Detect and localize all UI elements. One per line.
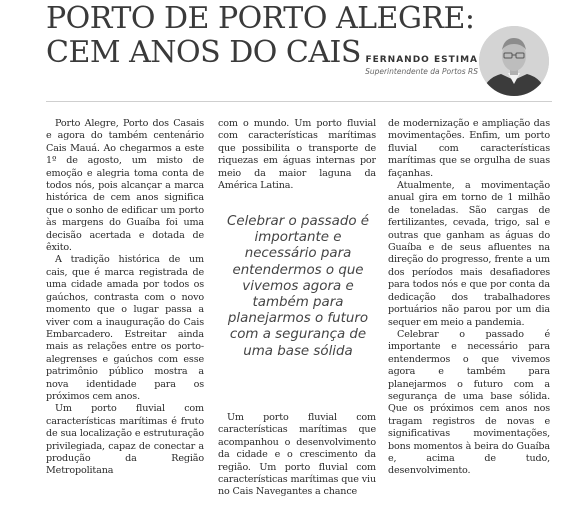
headline-line-2: CEM ANOS DO CAIS: [46, 35, 361, 70]
paragraph: Celebrar o passado é importante e necessário para entendermos o que vivemos agora e também para planejarmos o futuro com a segurança de uma base sólida. Que os próximos cem anos nos tragam registros de novas e significativas movimentações, bons momentos à beira do Guaíba e, acima de tudo, desenvolvimento.: [388, 328, 550, 477]
paragraph: Um porto fluvial com características marítimas é fruto de sua localização e estruturação privilegiada, capaz de conectar a produção da Região Metropolitana: [46, 403, 204, 477]
paragraph: Um porto fluvial com características marítimas que acompanhou o desenvolvimento da cidade e o crescimento da região. Um porto fluvial com características marítimas que viu no Cais Navegantes a chance: [218, 412, 376, 498]
article-column-3: [388, 118, 550, 522]
paragraph: com o mundo. Um porto fluvial com características marítimas que possibilita o transporte de riquezas em águas internas por meio da maior laguna da América Latina.: [218, 118, 376, 192]
author-name: FERNANDO ESTIMA: [365, 55, 478, 65]
paragraph: Atualmente, a movimentação anual gira em torno de 1 milhão de toneladas. São cargas de fertilizantes, cevada, trigo, sal e outras que ganham as águas do Guaíba e de seus afluentes na direção do progresso, frente a um dos períodos mais desafiadores para todos nós e que por conta da dedicação dos trabalhadores portuários não parou por um dia sequer em meio a pandemia.: [388, 180, 550, 328]
author-portrait-icon: [479, 26, 549, 96]
author-role: Superintendente da Portos RS: [365, 67, 478, 76]
byline: [365, 55, 478, 76]
paragraph: Porto Alegre, Porto dos Casais e agora do também centenário Cais Mauá. Ao chegarmos a este 1º de agosto, um misto de emoção e alegria toma conta de todos nós, pois alcançar a marca histórica de cem anos significa que o sonho de edificar um porto às margens do Guaíba foi uma decisão acertada e dotada de êxito.: [46, 118, 204, 254]
paragraph: A tradição histórica de um cais, que é marca registrada de uma cidade amada por todos os gaúchos, contrasta com o novo momento que o lugar passa a viver com a inauguração do Cais Embarcadero. Estreitar ainda mais as relações entre os porto-alegrenses e gaúchos com esse patrimônio público mostra a nova identidade para os próximos cem anos.: [46, 254, 204, 402]
article-column-1: [46, 118, 204, 522]
header-divider: [46, 101, 552, 102]
article-column-2-top: [218, 118, 376, 214]
headline-line-1: PORTO DE PORTO ALEGRE:: [46, 1, 475, 36]
paragraph: de modernização e ampliação das movimentações. Enfim, um porto fluvial com características marítimas que se orgulha de suas façanhas.: [388, 118, 550, 179]
article-column-2-bottom: [218, 412, 376, 522]
pull-quote: Celebrar o passado é importante e necessário para entendermos o que vivemos agora e também para planejarmos o futuro com a segurança de uma base sólida: [226, 214, 370, 359]
author-photo: [479, 26, 549, 96]
